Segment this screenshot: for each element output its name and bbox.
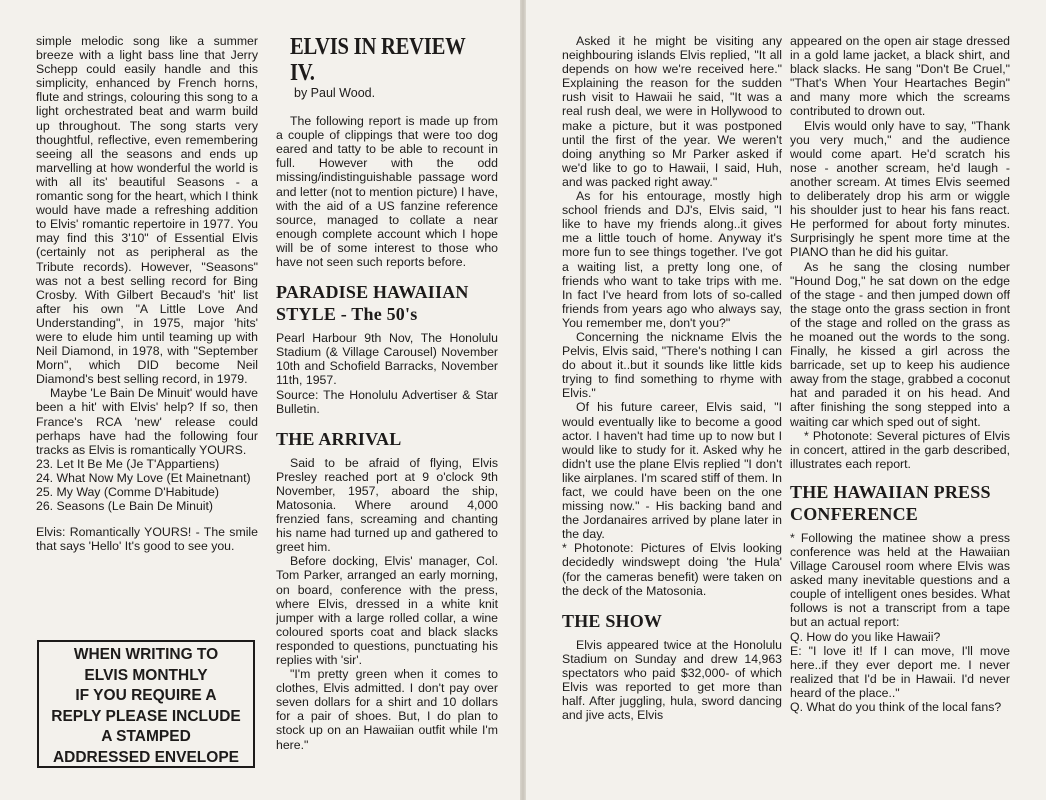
article-paragraph: The following report is made up from a couple of clippings that were too dog eared and tatty to be able to recount in full. However with the odd missing/indistinguishable passage word and letter (not to mention picture) I have, with the aid of a US fanzine reference source, managed to collate a near enough complete account which I hope will be of some interest to those who have not seen such reports before. <box>276 114 498 270</box>
notice-line: WHEN WRITING TO <box>73 646 219 663</box>
interview-answer: E: "I love it! If I can move, I'll move here..if they ever deport me. I never realized that I'd be in Hawaii. I'd never heard of the place.." <box>790 643 1010 700</box>
interview-question: Q. What do you think of the local fans? <box>790 700 1002 715</box>
section-heading: THE SHOW <box>562 610 663 631</box>
track-item: 24. What Now My Love (Et Mainetnant) <box>36 470 251 485</box>
article-paragraph: Asked it he might be visiting any neighbouring islands Elvis replied, "It all depends on how we're received here." Explaining the reason for the sudden rush visit to Hawaii he said, "It was a real rush deal, we were in Hollywood to make a picture, but it was postponed until the first of the year. We weren't doing anything so Mr Parker asked if we'd like to go to Hawaii, I said, Huh, and was packed right away." <box>562 34 782 189</box>
notice-box <box>37 640 255 768</box>
right-column-2 <box>790 34 1010 794</box>
section-heading: PARADISE HAWAIIAN STYLE - The 50's <box>276 282 469 325</box>
article-closing: Elvis: Romantically YOURS! - The smile that says 'Hello' It's good to see you. <box>36 525 258 554</box>
article-paragraph: Concerning the nickname Elvis the Pelvis, Elvis said, "There's nothing I can do about it..but it sounds like little kids trying to find something to rhyme with Elvis." <box>562 329 782 401</box>
interview-question: Q. How do you like Hawaii? <box>790 629 941 644</box>
photo-note: * Photonote: Several pictures of Elvis in concert, attired in the garb described, illustrates each report. <box>790 428 1010 471</box>
section-heading: THE ARRIVAL <box>276 428 402 449</box>
article-paragraph: Elvis would only have to say, "Thank you very much," and the audience would come apart. He'd scratch his nose - another scream, he'd laugh - another scream. At times Elvis seemed to deliberately drop his arm or wiggle his shoulder just to hear his fans react. He performed for about forty minutes. Surprisingly he spent more time at the PIANO than he did his guitar. <box>790 118 1010 260</box>
article-paragraph: Of his future career, Elvis said, "I would eventually like to become a good actor. I haven't had time up to now but I would like to study for it. Asked why he didn't use the plane Elvis replied "I don't like airplanes. I'm scared stiff of them. In fact, we could have been on the one missing now." - His backing band and the Jordanaires arrived by plane later in the day. <box>562 400 782 542</box>
article-headline: ELVIS IN REVIEW IV. <box>290 34 466 86</box>
article-paragraph: As for his entourage, mostly high school friends and DJ's, Elvis said, "I like to have my friends along..it gives me a little touch of home. Anyway it's more fun to see things together. I've got a waiting list, a pretty long one, of friends who want to take trips with me. In fact I've heard from lots of so-called friends from years ago who always say, You remember me, don't you?" <box>562 189 782 330</box>
article-paragraph: appeared on the open air stage dressed in a gold lame jacket, a black shirt, and black slacks. He sang "Don't Be Cruel," "That's When Your Heartaches Begin" and many more which the screams contributed to drown out. <box>790 34 1010 119</box>
right-column-1 <box>562 34 782 794</box>
article-source: Source: The Honolulu Advertiser & Star Bulletin. <box>276 387 498 416</box>
track-item: 23. Let It Be Me (Je T'Appartiens) <box>36 456 220 471</box>
notice-line: ADDRESSED ENVELOPE <box>52 748 240 766</box>
article-paragraph: Elvis appeared twice at the Honolulu Stadium on Sunday and drew 14,963 spectators who paid $32,000- of which Elvis was reported to get more than half. After juggling, hula, sword dancing and jive acts, Elvis <box>562 637 782 723</box>
notice-line: ELVIS MONTHLY <box>84 666 208 684</box>
left-column-1 <box>36 34 258 634</box>
notice-line: A STAMPED <box>101 728 191 745</box>
section-heading: THE HAWAIIAN PRESS CONFERENCE <box>790 481 991 524</box>
article-paragraph: Maybe 'Le Bain De Minuit' would have been a hit' with Elvis' help? If so, then France's RCA 'new' release could perhaps have had the following four tracks as Elvis is romantically YOURS. <box>36 386 258 457</box>
article-paragraph: Before docking, Elvis' manager, Col. Tom Parker, arranged an early morning, on board, conference with the press, where Elvis, dressed in a white knit jumper with a large rolled collar, a wine coloured sports coat and black slacks responded to questions, punctuating his replies with 'sir'. <box>276 554 498 667</box>
article-paragraph: Said to be afraid of flying, Elvis Presley reached port at 9 o'clock 9th November, 1957, aboard the ship, Matosonia. Where around 4,000 frenzied fans, screaming and chanting his name had turned up and gathered to greet him. <box>276 455 498 555</box>
left-column-2 <box>276 34 498 794</box>
article-paragraph: As he sang the closing number "Hound Dog," he sat down on the edge of the stage - and then jumped down off the stage onto the grass section in front of the stage and rolled on the grass as he moaned out the words to the song. Finally, he kissed a girl across the barricade, set up to keep his audience away from the stage, grabbed a coconut hat and paraded it on his head. And after finishing the song stepped into a waiting car which sped out of sight. <box>790 259 1010 429</box>
article-paragraph: simple melodic song like a summer breeze with a light bass line that Jerry Schepp could easily handle and this simplicity, enhanced by French horns, flute and strings, colouring this song to a light orchestrated beat and warm build up throughout. The song starts very thoughtful, reflective, even remembering seeing all the seasons and ends up marvelling at how wonderful the world is with all its' beautiful Seasons - a romantic song for the heart, which I think would have made a refreshing addition to Elvis' romantic repertoire in 1977. You may find this 3'10" of Essential Elvis (certainly not as peripheral as the Tribute records). However, "Seasons" was not a best selling record for Bing Crosby. With Gilbert Becaud's 'hit' list after his own "A Little Love And Understanding", in 1975, major 'hits' were to elude him until teaming up with Neil Diamond, in 1978, with "September Morn", which DID become Neil Diamond's best selling record, in 1979. <box>36 34 258 387</box>
notice-line: REPLY PLEASE INCLUDE <box>51 707 241 725</box>
photo-note: * Photonote: Pictures of Elvis looking decidedly windswept doing 'the Hula' (for the cameras benefit) were taken on the deck of the Matosonia. <box>562 541 782 598</box>
right-page <box>526 0 1046 800</box>
track-item: 25. My Way (Comme D'Habitude) <box>36 485 219 499</box>
notice-line: IF YOU REQUIRE A <box>75 687 217 704</box>
article-paragraph: Pearl Harbour 9th Nov, The Honolulu Stadium (& Village Carousel) November 10th and Schofield Barracks, November 11th, 1957. <box>276 331 498 388</box>
track-item: 26. Seasons (Le Bain De Minuit) <box>36 499 214 514</box>
left-page <box>0 0 520 800</box>
article-paragraph: "I'm pretty green when it comes to clothes, Elvis admitted. I don't pay over seven dollars for a shirt and 10 dollars for a pair of shoes. But, I do plan to stock up on an Hawaiian outfit while I'm here." <box>276 667 498 752</box>
article-byline: by Paul Wood. <box>294 86 376 100</box>
article-paragraph: * Following the matinee show a press conference was held at the Hawaiian Village Carousel room where Elvis was asked many inevitable questions and a couple of intelligent ones besides. What follows is not a transcript from a tape but an actual report: <box>790 530 1010 630</box>
